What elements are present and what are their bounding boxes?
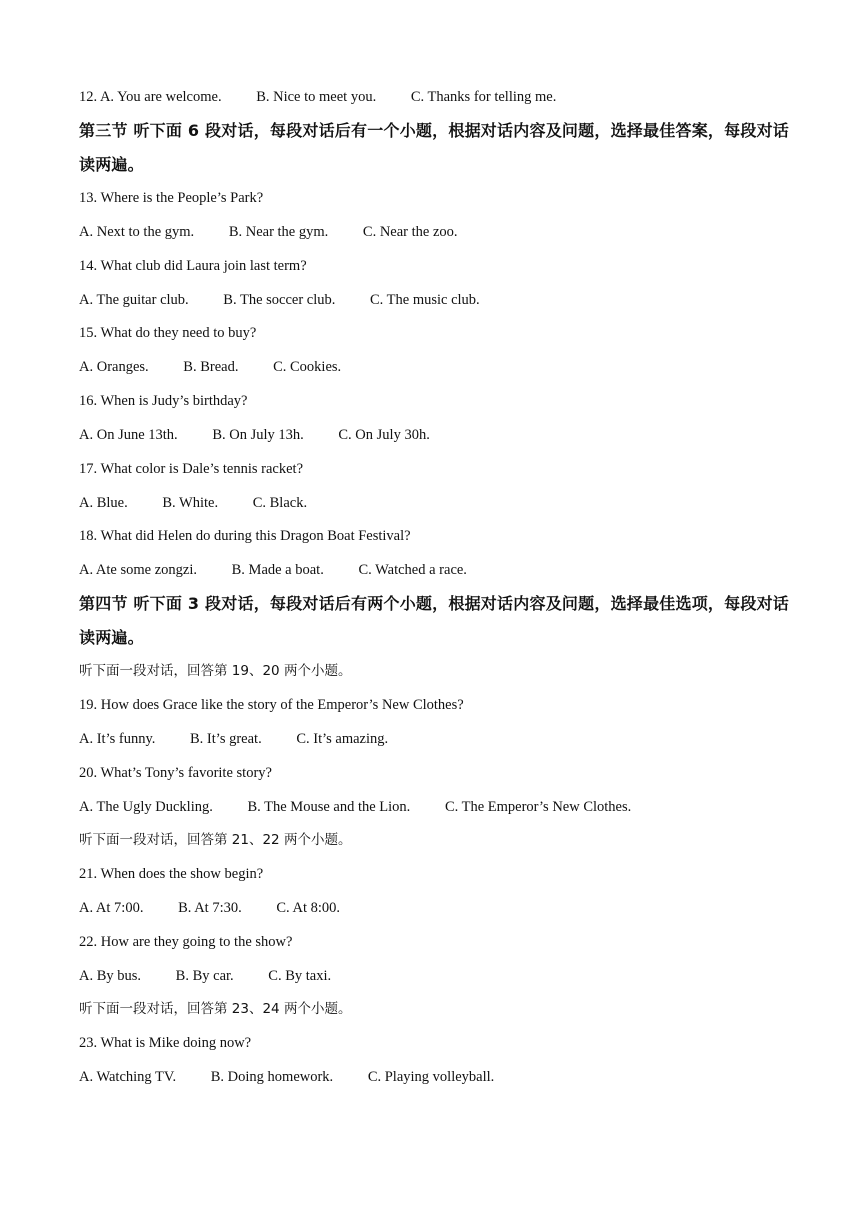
question-23-options <box>79 1067 800 1087</box>
option-c: C. By taxi. <box>268 968 332 984</box>
option-a: A. Next to the gym. <box>79 224 195 240</box>
option-a: A. By bus. <box>79 968 142 984</box>
option-a: A. At 7:00. <box>79 900 144 916</box>
option-b: B. The soccer club. <box>223 292 336 308</box>
question-22-options <box>79 966 800 986</box>
option-c: C. Black. <box>252 495 308 511</box>
option-a: 12. A. You are welcome. <box>79 89 222 105</box>
group-intro-19-20: 听下面一段对话，回答第 19、20 两个小题。 <box>79 663 352 679</box>
question-18: 18. What did Helen do during this Dragon Boat Festival? <box>79 528 411 544</box>
question-20-options <box>79 797 800 817</box>
option-b: B. The Mouse and the Lion. <box>247 799 411 815</box>
question-21-options <box>79 898 800 918</box>
question-14-options <box>79 290 800 310</box>
question-20: 20. What’s Tony’s favorite story? <box>79 765 272 781</box>
question-22: 22. How are they going to the show? <box>79 934 293 950</box>
option-c: C. The music club. <box>370 292 480 308</box>
question-15-options <box>79 357 800 377</box>
option-c: C. Watched a race. <box>358 562 467 578</box>
option-a: A. Blue. <box>79 495 128 511</box>
question-19: 19. How does Grace like the story of the Emperor’s New Clothes? <box>79 697 464 713</box>
question-23: 23. What is Mike doing now? <box>79 1035 252 1051</box>
option-c: C. Thanks for telling me. <box>410 89 557 105</box>
option-c: C. The Emperor’s New Clothes. <box>444 799 632 815</box>
group-intro-23-24: 听下面一段对话，回答第 23、24 两个小题。 <box>79 1001 352 1017</box>
option-c: C. Cookies. <box>273 359 342 375</box>
question-19-options <box>79 729 800 749</box>
option-c: C. It’s amazing. <box>296 731 389 747</box>
option-b: B. On July 13h. <box>212 427 304 443</box>
option-c: C. Playing volleyball. <box>367 1069 495 1085</box>
question-13-options <box>79 222 800 242</box>
section-3-heading: 第三节 听下面 6 段对话，每段对话后有一个小题，根据对话内容及问题，选择最佳答案，每段对话读两遍。 <box>79 121 789 174</box>
option-b: B. By car. <box>175 968 234 984</box>
option-c: C. Near the zoo. <box>362 224 458 240</box>
question-14: 14. What club did Laura join last term? <box>79 258 307 274</box>
option-b: B. Bread. <box>183 359 239 375</box>
option-b: B. Near the gym. <box>228 224 329 240</box>
option-c: C. At 8:00. <box>276 900 341 916</box>
question-16: 16. When is Judy’s birthday? <box>79 393 248 409</box>
question-18-options <box>79 560 800 580</box>
option-c: C. On July 30h. <box>338 427 430 443</box>
option-a: A. Ate some zongzi. <box>79 562 197 578</box>
question-21: 21. When does the show begin? <box>79 866 264 882</box>
option-a: A. On June 13th. <box>79 427 178 443</box>
section-4-heading: 第四节 听下面 3 段对话，每段对话后有两个小题，根据对话内容及问题，选择最佳选项，每段对话读两遍。 <box>79 594 789 647</box>
option-a: A. Watching TV. <box>79 1069 177 1085</box>
option-a: A. The guitar club. <box>79 292 189 308</box>
option-b: B. At 7:30. <box>178 900 242 916</box>
option-b: B. It’s great. <box>190 731 262 747</box>
option-b: B. Nice to meet you. <box>256 89 377 105</box>
question-17: 17. What color is Dale’s tennis racket? <box>79 461 304 477</box>
question-17-options <box>79 493 800 513</box>
option-a: A. Oranges. <box>79 359 149 375</box>
option-b: B. White. <box>162 495 219 511</box>
group-intro-21-22: 听下面一段对话，回答第 21、22 两个小题。 <box>79 832 352 848</box>
option-b: B. Doing homework. <box>210 1069 334 1085</box>
option-a: A. It’s funny. <box>79 731 156 747</box>
q12-options <box>79 87 800 107</box>
option-a: A. The Ugly Duckling. <box>79 799 213 815</box>
option-b: B. Made a boat. <box>231 562 324 578</box>
question-15: 15. What do they need to buy? <box>79 325 257 341</box>
question-16-options <box>79 425 800 445</box>
question-13: 13. Where is the People’s Park? <box>79 190 264 206</box>
